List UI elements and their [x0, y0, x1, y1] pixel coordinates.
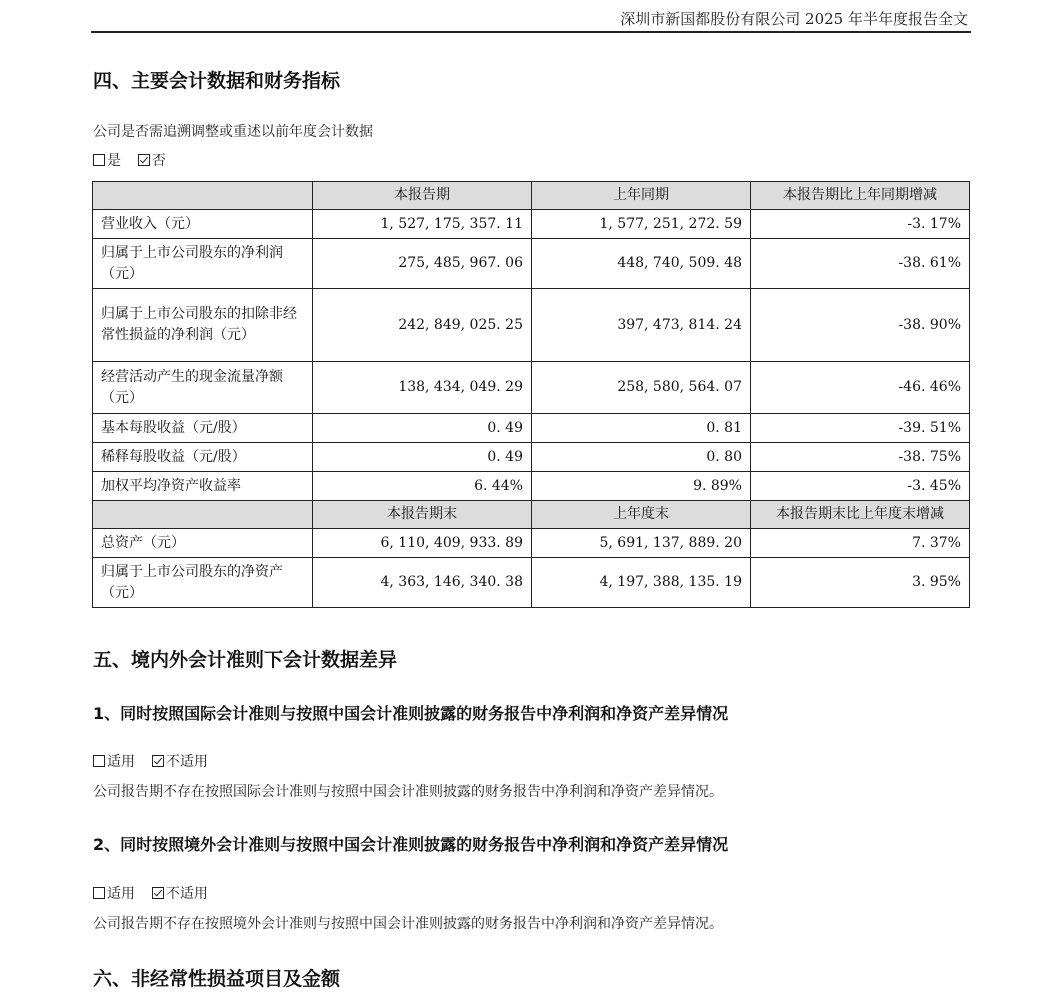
prior-value: 0. 81 — [532, 414, 751, 443]
table-row — [93, 529, 970, 558]
header-cell: 本报告期末 — [313, 501, 532, 529]
row-label: 总资产（元） — [93, 529, 313, 558]
header-cell — [93, 182, 313, 210]
current-value: 0. 49 — [313, 443, 532, 472]
table-row — [93, 558, 970, 608]
header-rule — [91, 31, 971, 33]
table-row — [93, 414, 970, 443]
row-label: 经营活动产生的现金流量净额（元） — [93, 362, 313, 414]
subsection-2-text: 公司报告期不存在按照境外会计准则与按照中国会计准则披露的财务报告中净利润和净资产差异情况。 — [93, 916, 723, 932]
checkbox-not-apply-checked[interactable] — [152, 887, 164, 899]
option-yes[interactable]: 是 — [93, 150, 121, 170]
prior-value: 9. 89% — [532, 472, 751, 501]
prior-value: 1, 577, 251, 272. 59 — [532, 210, 751, 239]
header-cell: 上年同期 — [532, 182, 751, 210]
change-value: -38. 90% — [751, 289, 970, 362]
header-cell: 本报告期末比上年度末增减 — [751, 501, 970, 529]
change-value: -3. 17% — [751, 210, 970, 239]
change-value: -38. 61% — [751, 239, 970, 289]
option-no[interactable]: 否 — [138, 150, 166, 170]
table-row — [93, 239, 970, 289]
restatement-options — [93, 150, 166, 170]
subsection-1-options — [93, 751, 208, 771]
checkbox-apply[interactable] — [93, 887, 105, 899]
current-value: 275, 485, 967. 06 — [313, 239, 532, 289]
subsection-2-options — [93, 883, 208, 903]
change-value: 3. 95% — [751, 558, 970, 608]
checkbox-apply[interactable] — [93, 755, 105, 767]
section-4-title: 四、主要会计数据和财务指标 — [93, 70, 341, 92]
option-apply[interactable]: 适用 — [93, 883, 135, 903]
checkbox-yes[interactable] — [93, 154, 105, 166]
option-not-apply[interactable]: 不适用 — [152, 883, 208, 903]
section-6-title: 六、非经常性损益项目及金额 — [93, 968, 341, 990]
table-row — [93, 472, 970, 501]
restatement-question: 公司是否需追溯调整或重述以前年度会计数据 — [93, 124, 373, 140]
header-cell: 本报告期 — [313, 182, 532, 210]
table-row — [93, 210, 970, 239]
change-value: -38. 75% — [751, 443, 970, 472]
row-label: 基本每股收益（元/股） — [93, 414, 313, 443]
current-value: 1, 527, 175, 357. 11 — [313, 210, 532, 239]
change-value: -39. 51% — [751, 414, 970, 443]
option-not-apply[interactable]: 不适用 — [152, 751, 208, 771]
page-header: 深圳市新国都股份有限公司 2025 年半年度报告全文 — [620, 10, 968, 28]
prior-value: 448, 740, 509. 48 — [532, 239, 751, 289]
row-label: 稀释每股收益（元/股） — [93, 443, 313, 472]
table-row — [93, 443, 970, 472]
current-value: 138, 434, 049. 29 — [313, 362, 532, 414]
table-row — [93, 289, 970, 362]
financial-indicators-table — [92, 181, 970, 608]
row-label: 加权平均净资产收益率 — [93, 472, 313, 501]
change-value: 7. 37% — [751, 529, 970, 558]
prior-value: 4, 197, 388, 135. 19 — [532, 558, 751, 608]
current-value: 6, 110, 409, 933. 89 — [313, 529, 532, 558]
table-header-row — [93, 182, 970, 210]
current-value: 242, 849, 025. 25 — [313, 289, 532, 362]
section-5-title: 五、境内外会计准则下会计数据差异 — [93, 649, 398, 671]
prior-value: 0. 80 — [532, 443, 751, 472]
checkbox-no-checked[interactable] — [138, 154, 150, 166]
header-cell: 本报告期比上年同期增减 — [751, 182, 970, 210]
row-label: 归属于上市公司股东的扣除非经常性损益的净利润（元） — [93, 289, 313, 362]
prior-value: 258, 580, 564. 07 — [532, 362, 751, 414]
header-cell — [93, 501, 313, 529]
header-cell: 上年度末 — [532, 501, 751, 529]
row-label: 归属于上市公司股东的净资产（元） — [93, 558, 313, 608]
change-value: -46. 46% — [751, 362, 970, 414]
row-label: 归属于上市公司股东的净利润（元） — [93, 239, 313, 289]
subsection-1-title: 1、同时按照国际会计准则与按照中国会计准则披露的财务报告中净利润和净资产差异情况 — [93, 704, 729, 723]
prior-value: 5, 691, 137, 889. 20 — [532, 529, 751, 558]
row-label: 营业收入（元） — [93, 210, 313, 239]
current-value: 6. 44% — [313, 472, 532, 501]
prior-value: 397, 473, 814. 24 — [532, 289, 751, 362]
subsection-2-title: 2、同时按照境外会计准则与按照中国会计准则披露的财务报告中净利润和净资产差异情况 — [93, 835, 729, 854]
change-value: -3. 45% — [751, 472, 970, 501]
current-value: 0. 49 — [313, 414, 532, 443]
current-value: 4, 363, 146, 340. 38 — [313, 558, 532, 608]
checkbox-not-apply-checked[interactable] — [152, 755, 164, 767]
subsection-1-text: 公司报告期不存在按照国际会计准则与按照中国会计准则披露的财务报告中净利润和净资产差异情况。 — [93, 784, 723, 800]
table-row — [93, 362, 970, 414]
table-subheader-row — [93, 501, 970, 529]
option-apply[interactable]: 适用 — [93, 751, 135, 771]
